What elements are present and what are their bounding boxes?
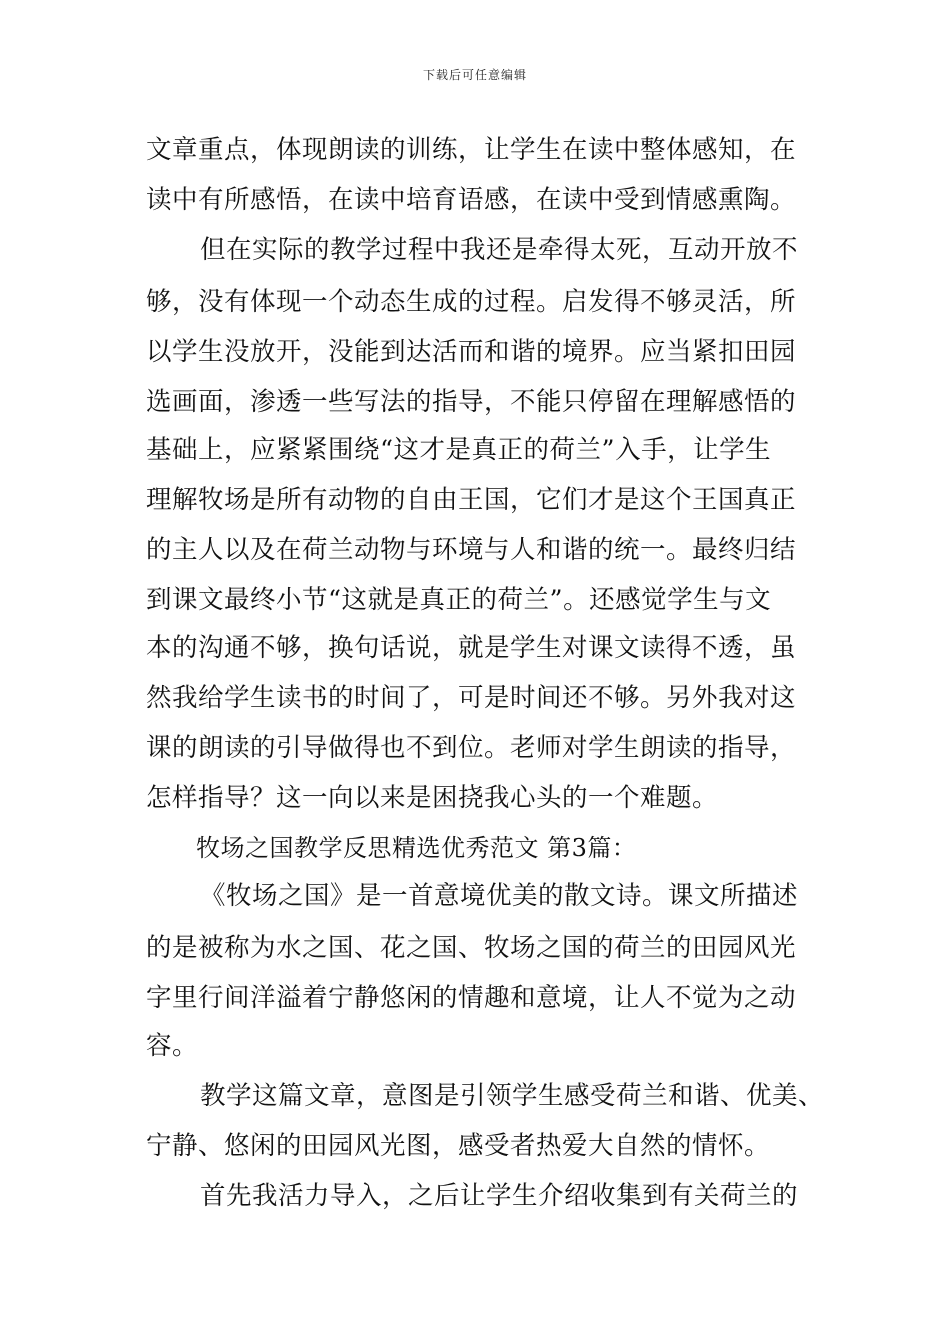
paragraph-line: 选画面，渗透一些写法的指导，不能只停留在理解感悟的 bbox=[146, 387, 797, 417]
paragraph-line: 到课文最终小节“这就是真正的荷兰”。还感觉学生与文 bbox=[146, 585, 772, 615]
paragraph-line: 字里行间洋溢着宁静悠闲的情趣和意境，让人不觉为之动 bbox=[146, 983, 797, 1013]
paragraph-line: 然我给学生读书的时间了，可是时间还不够。另外我对这 bbox=[146, 683, 797, 713]
paragraph-line: 文章重点，体现朗读的训练，让学生在读中整体感知，在 bbox=[146, 135, 797, 165]
paragraph-line: 基础上，应紧紧围绕“这才是真正的荷兰”入手，让学生 bbox=[146, 435, 772, 465]
paragraph-line: 读中有所感悟，在读中培育语感，在读中受到情感熏陶。 bbox=[146, 185, 797, 215]
paragraph-line: 够，没有体现一个动态生成的过程。启发得不够灵活，所 bbox=[146, 287, 797, 317]
paragraph-line: 本的沟通不够，换句话说，就是学生对课文读得不透，虽 bbox=[146, 633, 797, 663]
paragraph-line: 以学生没放开，没能到达活而和谐的境界。应当紧扣田园 bbox=[146, 337, 797, 367]
page-header: 下载后可任意编辑 bbox=[422, 68, 527, 82]
paragraph-line: 容。 bbox=[146, 1031, 199, 1061]
paragraph-line: 怎样指导？这一向以来是困挠我心头的一个难题。 bbox=[146, 783, 719, 813]
paragraph-line: 理解牧场是所有动物的自由王国，它们才是这个王国真正 bbox=[146, 485, 797, 515]
paragraph-line: 的主人以及在荷兰动物与环境与人和谐的统一。最终归结 bbox=[146, 535, 797, 565]
paragraph-line: 《牧场之国》是一首意境优美的散文诗。课文所描述 bbox=[200, 881, 799, 911]
paragraph-line: 但在实际的教学过程中我还是牵得太死，互动开放不 bbox=[200, 235, 799, 265]
section-heading: 牧场之国教学反思精选优秀范文 第3篇： bbox=[196, 834, 637, 862]
paragraph-line: 的是被称为水之国、花之国、牧场之国的荷兰的田园风光 bbox=[146, 933, 797, 963]
paragraph-line: 教学这篇文章，意图是引领学生感受荷兰和谐、优美、 bbox=[200, 1081, 825, 1111]
paragraph-line: 课的朗读的引导做得也不到位。老师对学生朗读的指导， bbox=[146, 733, 797, 763]
paragraph-line: 首先我活力导入，之后让学生介绍收集到有关荷兰的 bbox=[200, 1181, 799, 1211]
paragraph-line: 宁静、悠闲的田园风光图，感受者热爱大自然的情怀。 bbox=[146, 1131, 771, 1161]
